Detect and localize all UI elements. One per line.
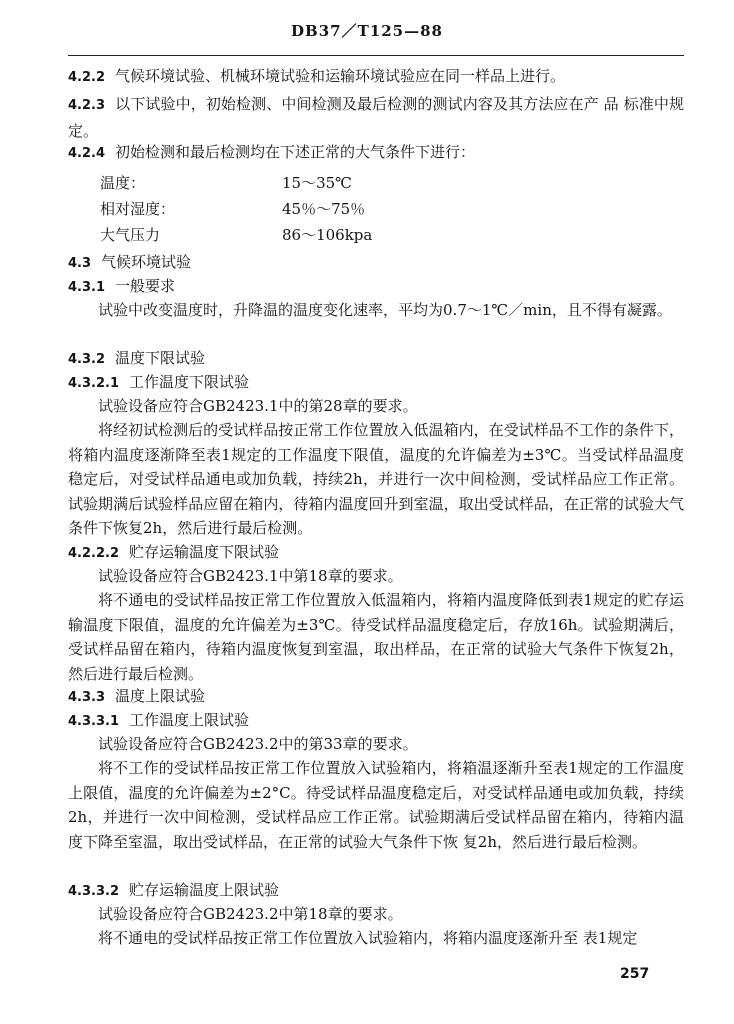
clause-text: 气候环境试验、机械环境试验和运输环境试验应在同一样品上进行。: [115, 67, 566, 85]
clause-4-2-4: [68, 140, 684, 167]
clause-number: 4.3: [68, 256, 92, 271]
running-header: DB37／T125—88: [291, 22, 443, 40]
clause-4-3-2: [68, 346, 684, 373]
clause-4-3-3-1-para-2: 将不工作的受试样品按正常工作位置放入试验箱内，将箱温逐渐升至表1规定的工作温度上限值，温度的允许偏差为±2°C。待受试样品温度稳定后，对受试样品通电或加负载，持续2h，并进行一次中间检测，受试样品应工作正常。试验期满后受试样品留在箱内，待箱内温度下降至室温，取出受试样品，在正常的试验大气条件下恢 复2h，然后进行最后检测。: [68, 759, 684, 851]
clause-4-3-3: [68, 684, 684, 711]
clause-text: 温度上限试验: [115, 687, 206, 705]
clause-text: 工作温度上限试验: [129, 711, 250, 729]
clause-text: 温度下限试验: [115, 349, 206, 367]
clause-number: 4.2.4: [68, 146, 106, 161]
clause-4-3-2-1-para-2: 将经初试检测后的受试样品按正常工作位置放入低温箱内，在受试样品不工作的条件下，将箱内温度逐渐降至表1规定的工作温度下限值，温度的允许偏差为±3℃。当受试样品温度稳定后，对受试样品通电或加负载，持续2h，并进行一次中间检测，受试样品应工作正常。试验期满后试验样品应留在箱内，待箱内温度回升到室温，取出受试样品，在正常的试验大气条件下恢复2h，然后进行最后检测。: [68, 421, 684, 538]
condition-value: 45％～75％: [282, 200, 366, 218]
condition-label: 温度：: [100, 174, 146, 192]
clause-4-2-2-2-para-1: 试验设备应符合GB2423.1中第18章的要求。: [98, 567, 403, 585]
clause-text: 一般要求: [115, 277, 176, 295]
clause-text: 贮存运输温度下限试验: [129, 543, 280, 561]
clause-4-2-2-2-para-2: 将不通电的受试样品按正常工作位置放入低温箱内，将箱内温度降低到表1规定的贮存运输温度下限值，温度的允许偏差为±3℃。待受试样品温度稳定后，存放16h。试验期满后，受试样品留在箱内，待箱内温度恢复到室温，取出样品，在正常的试验大气条件下恢复2h，然后进行最后检测。: [68, 591, 684, 683]
clause-4-2-3: [68, 92, 684, 143]
clause-number: 4.2.2: [68, 70, 106, 85]
clause-4-3-1-body: 试验中改变温度时，升降温的温度变化速率，平均为0.7～1℃／min，且不得有凝露。: [98, 301, 672, 319]
clause-4-3-2-1-para-1: 试验设备应符合GB2423.1中的第28章的要求。: [98, 397, 418, 415]
atmospheric-conditions: [100, 170, 372, 248]
clause-4-2-2: [68, 64, 684, 91]
clause-number: 4.3.3.1: [68, 714, 119, 729]
clause-number: 4.3.2.1: [68, 376, 119, 391]
clause-number: 4.2.3: [68, 98, 106, 113]
clause-number: 4.3.2: [68, 352, 106, 367]
condition-value: 86～106kpa: [282, 226, 373, 244]
clause-4-3-3-2: [68, 878, 684, 905]
clause-4-3-3-1-para-1: 试验设备应符合GB2423.2中的第33章的要求。: [98, 735, 418, 753]
clause-number: 4.2.2.2: [68, 546, 119, 561]
clause-text: 初始检测和最后检测均在下述正常的大气条件下进行：: [115, 143, 476, 161]
condition-label: 相对湿度：: [100, 200, 176, 218]
clause-4-3-3-1: [68, 708, 684, 735]
clause-text: 贮存运输温度上限试验: [129, 881, 280, 899]
clause-4-2-2-2: [68, 540, 684, 567]
clause-4-3-2-1: [68, 370, 684, 397]
page-number: 257: [620, 966, 650, 982]
clause-text: 工作温度下限试验: [129, 373, 250, 391]
clause-4-3-1: [68, 274, 684, 301]
condition-row: [100, 170, 372, 196]
condition-row: [100, 196, 372, 222]
clause-number: 4.3.3.2: [68, 884, 119, 899]
condition-row: [100, 222, 372, 248]
clause-number: 4.3.3: [68, 690, 106, 705]
clause-number: 4.3.1: [68, 280, 106, 295]
clause-text: 气候环境试验: [101, 253, 192, 271]
header-rule: [68, 55, 684, 56]
clause-text: 以下试验中，初始检测、中间检测及最后检测的测试内容及其方法应在产 品 标准中规定。: [68, 95, 684, 140]
clause-4-3-3-2-para-1: 试验设备应符合GB2423.2中第18章的要求。: [98, 905, 403, 923]
condition-label: 大气压力: [100, 226, 161, 244]
condition-value: 15～35℃: [282, 174, 352, 192]
section-4-3: [68, 250, 684, 277]
clause-4-3-3-2-para-2: 将不通电的受试样品按正常工作位置放入试验箱内，将箱内温度逐渐升至 表1规定: [98, 929, 638, 947]
